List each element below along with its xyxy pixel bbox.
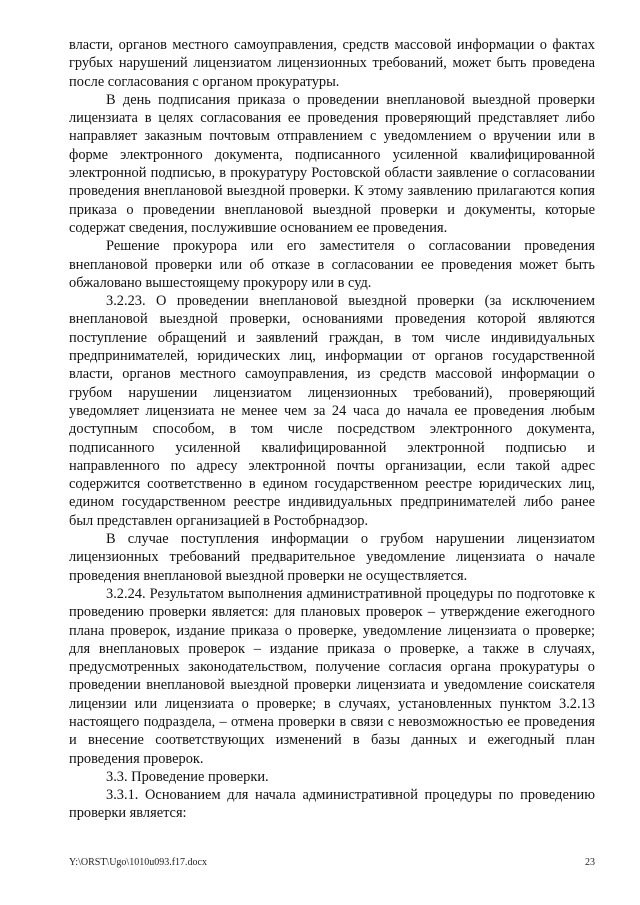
paragraph-3-2-23: 3.2.23. О проведении внеплановой выездной проверки (за исключением внеплановой выездной проверки, основаниями проведения которой являются поступление обращений и заявлений граждан, в том числе индивидуальных предпринимателей, юридических лиц, информации от органов государственной власти, органов местного самоуправления, из средств массовой информации о грубом нарушении лицензиатом лицензионных требований), проверяющий уведомляет лицензиата не менее чем за 24 часа до начала ее проведения любым доступным способом, в том числе посредством электронного документа, подписанного усиленной квалифицированной электронной подписью и направленного по адресу электронной почты организации, если такой адрес содержится соответственно в едином государственном реестре юридических лиц, едином государственном реестре индивидуальных предпринимателей либо ранее был представлен организацией в Ростобрнадзор.: [69, 293, 595, 529]
paragraph-3-3-1: 3.3.1. Основанием для начала административной процедуры по проведению проверки является:: [69, 787, 595, 822]
document-body: [69, 36, 595, 823]
footer-page-number: 23: [585, 857, 595, 868]
paragraph-approval-request: В день подписания приказа о проведении внеплановой выездной проверки лицензиата в целях согласования ее проведения проверяющий представляет либо направляет заказным почтовым отправлением с уведомлением о вручении или в форме электронного документа, подписанного усиленной квалифицированной электронной подписью, в прокуратуру Ростовской области заявление о согласовании проведения внеплановой выездной проверки. К этому заявлению прилагаются копия приказа о проведении внеплановой выездной проверки и документы, которые содержат сведения, послужившие основанием ее проведения.: [69, 91, 595, 236]
footer-file-path: Y:\ORST\Ugo\1010u093.f17.docx: [69, 857, 207, 868]
section-heading-3-3: 3.3. Проведение проверки.: [106, 768, 269, 785]
paragraph-no-notification: В случае поступления информации о грубом нарушении лицензиатом лицензионных требований предварительное уведомление лицензиата о начале проведения внеплановой выездной проверки не осуществляется.: [69, 531, 595, 584]
paragraph-continuation: власти, органов местного самоуправления, средств массовой информации о фактах грубых нарушений лицензиатом лицензионных требований, может быть проведена после согласования с органом прокуратуры.: [69, 37, 595, 90]
paragraph-prosecutor-decision: Решение прокурора или его заместителя о согласовании проведения внеплановой проверки или об отказе в согласовании ее проведения может быть обжаловано вышестоящему прокурору или в суд.: [69, 238, 595, 291]
paragraph-3-2-24: 3.2.24. Результатом выполнения административной процедуры по подготовке к проведению проверки является: для плановых проверок – утверждение ежегодного плана проверок, издание приказа о проверке, уведомление лицензиата о проверке; для внеплановых проверок – издание приказа о проверке, а также в случаях, предусмотренных законодательством, получение согласия органа прокуратуры о проведении внеплановой выездной проверки лицензиата и уведомление соискателя лицензии или лицензиата о проверке; в случаях, установленных пунктом 3.2.13 настоящего подраздела, – отмена проверки в связи с невозможностью ее проведения и внесение соответствующих изменений в базы данных и ежегодный план проведения проверок.: [69, 585, 595, 767]
